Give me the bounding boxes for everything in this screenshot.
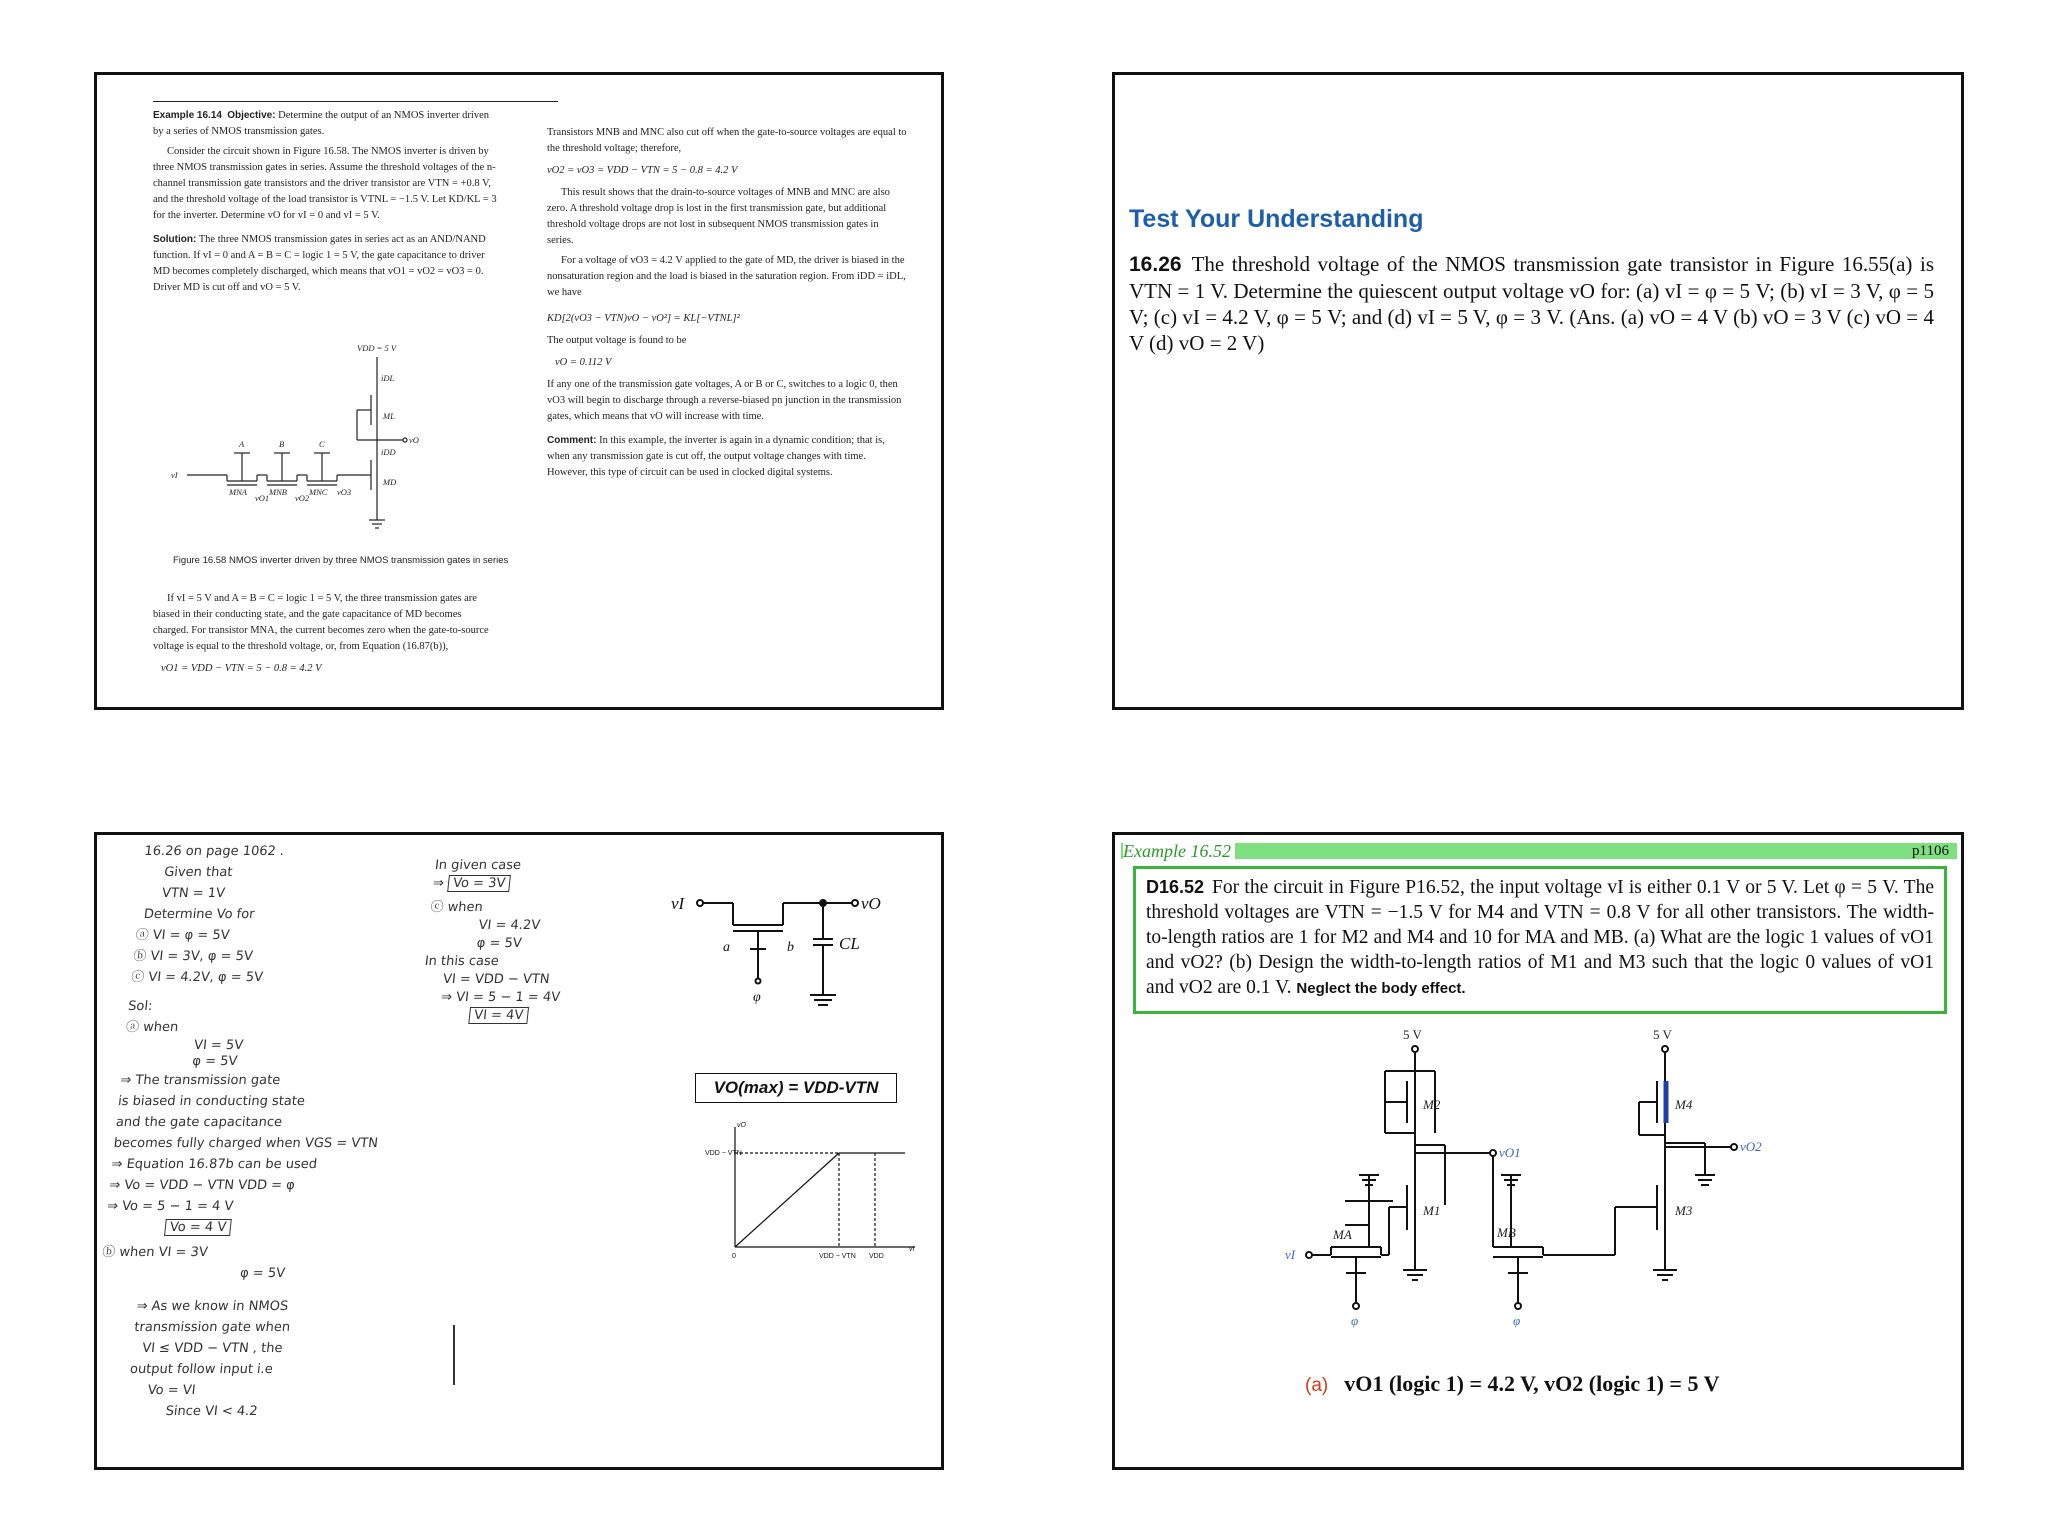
conducting-paragraph: If vI = 5 V and A = B = C = logic 1 = 5 V, the three transmission gates are biased in their conducting state, and the gate capacitance of MD becomes charged. For transistor MNA, the current becomes zero when the gate-to-source voltage is equal to the threshold voltage, or, from Equation (16.87(b)), bbox=[153, 593, 489, 652]
label-ma: MA bbox=[1333, 1227, 1352, 1242]
hw-line: In given case bbox=[434, 858, 522, 873]
hw-line: VI ≤ VDD − VTN , the bbox=[141, 1341, 284, 1356]
label-5v-left: 5 V bbox=[1403, 1027, 1422, 1042]
equation-vo-result: vO = 0.112 V bbox=[555, 357, 612, 368]
label-b: b bbox=[787, 940, 794, 955]
graph-x-tick-2: VDD bbox=[869, 1253, 884, 1260]
label-idd: iDD bbox=[381, 447, 396, 457]
neglect-note: Neglect the body effect. bbox=[1296, 980, 1466, 997]
hw-line: ⓑ when VI = 3V bbox=[101, 1245, 209, 1260]
label-phi-a: φ bbox=[1351, 1313, 1359, 1328]
label-md: MD bbox=[383, 477, 397, 487]
col2-paragraph-3: For a voltage of vO3 = 4.2 V applied to the gate of MD, the driver is biased in the nonsaturation region and the load is biased in the saturation region. From iDD = iDL, we have bbox=[547, 255, 906, 298]
hw-line: ⓐ when bbox=[125, 1020, 179, 1035]
label-cl: CL bbox=[839, 934, 860, 953]
label-phi-b: φ bbox=[1513, 1313, 1521, 1328]
hw-line: is biased in conducting state bbox=[117, 1094, 306, 1109]
slide-example-16-52 bbox=[1112, 832, 1964, 1470]
hw-line: In this case bbox=[424, 954, 500, 969]
label-b: B bbox=[279, 439, 285, 449]
label-a: a bbox=[723, 940, 730, 955]
label-m1: M1 bbox=[1423, 1203, 1441, 1218]
objective-text: Determine the output of an NMOS inverter driven by a series of NMOS transmission gates. bbox=[153, 110, 489, 137]
label-vi: vI bbox=[171, 470, 178, 480]
problem-number: 16.26 bbox=[1129, 253, 1182, 276]
graph-y-label: vO bbox=[737, 1122, 746, 1129]
hw-line: output follow input i.e bbox=[129, 1362, 274, 1377]
page-reference: p1106 bbox=[1912, 843, 1949, 859]
answer-label: (a) bbox=[1305, 1375, 1329, 1396]
label-mna: MNA bbox=[229, 487, 247, 497]
example-header-bar bbox=[1121, 843, 1957, 859]
solution-label: Solution: bbox=[153, 234, 197, 245]
label-mnc: MNC bbox=[309, 487, 328, 497]
label-5v-right: 5 V bbox=[1653, 1027, 1672, 1042]
hw-boxed-answer: ⇒ Vo = 3V bbox=[432, 875, 573, 893]
hw-boxed-answer: Vo = 4 V bbox=[164, 1217, 370, 1238]
transfer-characteristic-graph bbox=[705, 1117, 925, 1277]
hw-boxed-answer: VI = 4V bbox=[468, 1007, 559, 1025]
problem-body: For the circuit in Figure P16.52, the input voltage vI is either 0.1 V or 5 V. Let φ = 5 V. The threshold voltages are VTN = −1.5 V for M4 and VTN = 0.8 V for all other transistors. The width-to-length ratios are 1 for M2 and M4 and 10 for MA and MB. (a) What are the logic 1 values of vO1 and vO2? (b) Design the width-to-length ratios of M1 and M3 such that the logic 0 values of vO1 and vO2 are 0.1 V. bbox=[1146, 877, 1934, 998]
handwritten-column-1 bbox=[94, 841, 410, 1422]
pass-gate-circuit bbox=[667, 883, 907, 1053]
problem-text bbox=[1129, 251, 1934, 356]
label-vo2: vO2 bbox=[295, 493, 310, 503]
label-phi: φ bbox=[753, 990, 761, 1005]
col2-paragraph-2: This result shows that the drain-to-source voltages of MNB and MNC are also zero. A threshold voltage drop is lost in the first transmission gate, but additional threshold voltage drops are not lost in subsequent NMOS transmission gates in series. bbox=[547, 187, 890, 246]
label-idl: iDL bbox=[381, 373, 395, 383]
hw-line: ⓐ VI = φ = 5V bbox=[134, 928, 231, 943]
handwritten-column-2 bbox=[418, 857, 575, 1025]
label-vo: vO bbox=[409, 435, 419, 445]
problem-body: The threshold voltage of the NMOS transmission gate transistor in Figure 16.55(a) is VTN = 1 V. Determine the quiescent output voltage vO for: (a) vI = φ = 5 V; (b) vI = 3 V, φ = 5 V; (c) vI = 4.2 V, φ = 5 V; and (d) vI = 5 V, φ = 3 V. (Ans. (a) vO = 4 V (b) vO = 3 V (c) vO = 4 V (d) vO = 2 V) bbox=[1129, 252, 1934, 355]
problem-number: D16.52 bbox=[1146, 877, 1205, 897]
graph-y-value: VDD − VTN bbox=[705, 1150, 742, 1157]
right-text-column bbox=[547, 125, 907, 485]
hw-line: VI = VDD − VTN bbox=[442, 972, 551, 987]
section-title: Test Your Understanding bbox=[1129, 205, 1424, 233]
graph-x-tick-1: VDD − VTN bbox=[819, 1253, 856, 1260]
figure-16-58-circuit bbox=[167, 335, 507, 555]
label-vo1: vO1 bbox=[255, 493, 270, 503]
label-mnb: MNB bbox=[269, 487, 287, 497]
vertical-pen-stroke bbox=[453, 1325, 455, 1385]
equation-vo1: vO1 = VDD − VTN = 5 − 0.8 = 4.2 V bbox=[161, 663, 322, 674]
figure-caption: Figure 16.58 NMOS inverter driven by three NMOS transmission gates in series bbox=[173, 555, 509, 566]
hw-line: ⇒ Vo = 5 − 1 = 4 V bbox=[106, 1199, 235, 1214]
hw-line: transmission gate when bbox=[133, 1320, 291, 1335]
hw-line: ⇒ As we know in NMOS bbox=[135, 1299, 289, 1314]
hw-line: ⇒ VI = 5 − 1 = 4V bbox=[440, 990, 561, 1005]
hw-line: VI = 5V bbox=[193, 1038, 244, 1053]
left-text-column bbox=[153, 101, 498, 300]
hw-line: 16.26 on page 1062 . bbox=[143, 844, 285, 859]
hw-line: and the gate capacitance bbox=[115, 1115, 283, 1130]
label-vo2: vO2 bbox=[1740, 1139, 1762, 1154]
example-paragraph bbox=[153, 108, 498, 140]
col2-paragraph-1: Transistors MNB and MNC also cut off when the gate-to-source voltages are equal to the threshold voltage; therefore, bbox=[547, 127, 907, 154]
figure-p16-52-circuit bbox=[1285, 1025, 1805, 1355]
label-vo3: vO3 bbox=[337, 487, 352, 497]
bottom-text bbox=[153, 591, 498, 683]
answer-line bbox=[1305, 1371, 1719, 1397]
slide-textbook-example bbox=[94, 72, 944, 710]
vo-max-box: VO(max) = VDD-VTN bbox=[695, 1073, 897, 1103]
problem-paragraph: Consider the circuit shown in Figure 16.58. The NMOS inverter is driven by three NMOS transmission gates in series. Assume the threshold voltages of the n-channel transmission gate transistors and the driver transistor are VTN = +0.8 V, and the threshold voltage of the load transistor is VTNL = −1.5 V. Let KD/KL = 3 for the inverter. Determine vO for vI = 0 and vI = 5 V. bbox=[153, 146, 497, 221]
label-vo: vO bbox=[861, 894, 881, 913]
comment-paragraph bbox=[547, 433, 907, 481]
problem-box bbox=[1133, 866, 1947, 1014]
equation-vo2-vo3: vO2 = vO3 = VDD − VTN = 5 − 0.8 = 4.2 V bbox=[547, 165, 738, 176]
comment-label: Comment: bbox=[547, 435, 597, 446]
label-m3: M3 bbox=[1675, 1203, 1693, 1218]
hw-line: ⓑ VI = 3V, φ = 5V bbox=[132, 949, 254, 964]
hw-line: Determine Vo for bbox=[143, 907, 256, 922]
hw-line: ⓒ VI = 4.2V, φ = 5V bbox=[130, 970, 264, 985]
example-title: Example 16.52 bbox=[1123, 841, 1235, 861]
equation-current: KD[2(vO3 − VTN)vO − vO²] = KL[−VTNL]² bbox=[547, 313, 740, 324]
solution-paragraph bbox=[153, 232, 498, 296]
label-vi: vI bbox=[1285, 1247, 1296, 1262]
hw-line: ⓒ when bbox=[429, 900, 484, 915]
col2-paragraph-4: The output voltage is found to be bbox=[547, 335, 687, 346]
hw-line: φ = 5V bbox=[475, 936, 523, 951]
hw-line: Since VI < 4.2 bbox=[164, 1404, 259, 1419]
label-vdd: VDD = 5 V bbox=[357, 343, 397, 353]
hw-line: Vo = VI bbox=[146, 1383, 197, 1398]
label-vi: vI bbox=[671, 894, 685, 913]
label-vo1: vO1 bbox=[1499, 1145, 1521, 1160]
label-c: C bbox=[319, 439, 325, 449]
example-head: Example 16.14 bbox=[153, 110, 222, 121]
hw-line: becomes fully charged when VGS = VTN bbox=[112, 1136, 379, 1151]
hw-line: VI = 4.2V bbox=[477, 918, 541, 933]
label-a: A bbox=[239, 439, 245, 449]
slide-handwritten-solution bbox=[94, 832, 944, 1470]
graph-x-origin: 0 bbox=[732, 1253, 736, 1260]
hw-line: ⇒ Vo = VDD − VTN VDD = φ bbox=[108, 1178, 296, 1193]
objective-label: Objective: bbox=[227, 110, 276, 121]
label-ml: ML bbox=[383, 411, 395, 421]
slide-test-your-understanding bbox=[1112, 72, 1964, 710]
hw-line: ⇒ Equation 16.87b can be used bbox=[110, 1157, 318, 1172]
hw-line: Given that bbox=[163, 865, 234, 880]
hw-line: Sol: bbox=[127, 999, 154, 1014]
label-mb: MB bbox=[1497, 1225, 1516, 1240]
answer-text: vO1 (logic 1) = 4.2 V, vO2 (logic 1) = 5 V bbox=[1344, 1371, 1720, 1396]
top-rule bbox=[153, 101, 558, 102]
col2-paragraph-5: If any one of the transmission gate voltages, A or B or C, switches to a logic 0, then vO3 will begin to discharge through a reverse-biased pn junction in the transmission gates, which means that vO will increase with time. bbox=[547, 379, 902, 422]
comment-text: In this example, the inverter is again in a dynamic condition; that is, when any transmission gate is cut off, the output voltage changes with time. However, this type of circuit can be used in clocked digital systems. bbox=[547, 435, 885, 478]
graph-x-label: vI bbox=[909, 1246, 915, 1253]
hw-line: VTN = 1V bbox=[161, 886, 226, 901]
hw-line: φ = 5V bbox=[191, 1054, 239, 1069]
label-m4: M4 bbox=[1675, 1097, 1693, 1112]
label-m2: M2 bbox=[1423, 1097, 1441, 1112]
hw-line: φ = 5V bbox=[239, 1266, 286, 1281]
hw-line: ⇒ The transmission gate bbox=[119, 1073, 281, 1088]
solution-text: The three NMOS transmission gates in series act as an AND/NAND function. If vI = 0 and A = B = C = logic 1 = 5 V, the gate capacitance to driver MD becomes completely discharged, which means that vO1 = vO2 = vO3 = 0. Driver MD is cut off and vO = 5 V. bbox=[153, 234, 486, 293]
